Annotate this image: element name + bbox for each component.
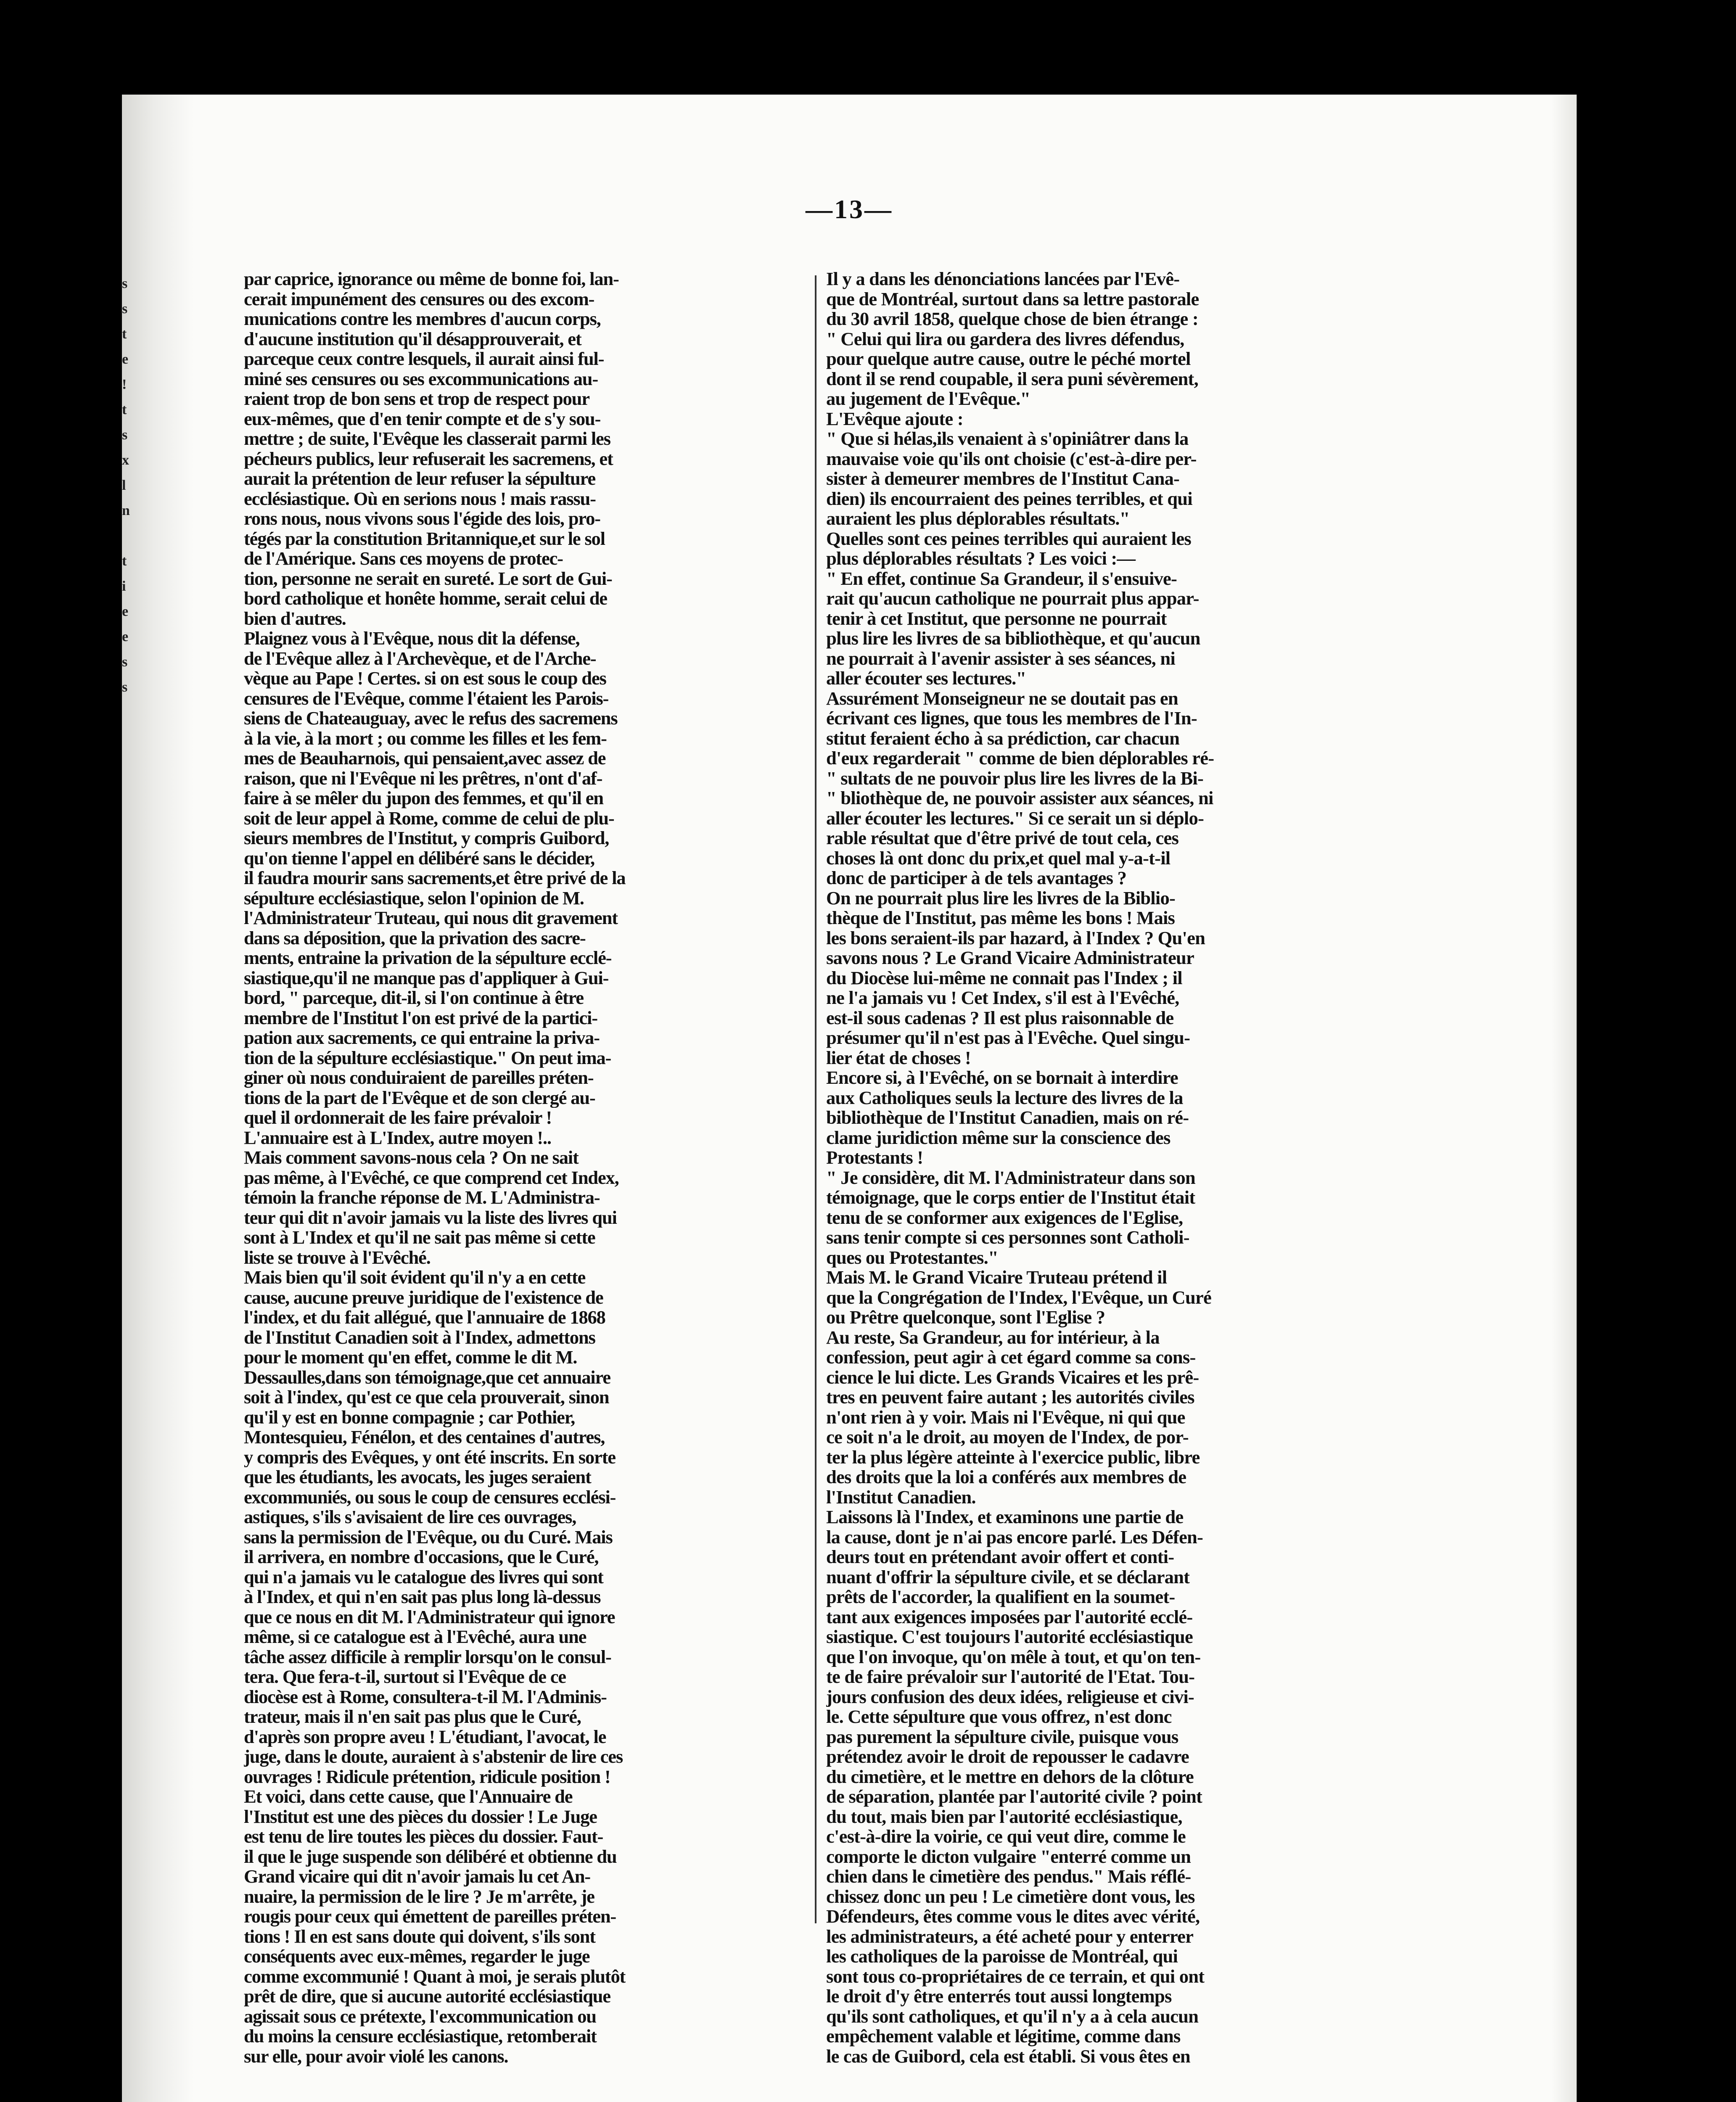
text-line: confession, peut agir à cet égard comme sa cons- xyxy=(826,1347,1196,1368)
text-line: à la vie, à la mort ; ou comme les filles et les fem- xyxy=(244,728,607,748)
text-line: " sultats de ne pouvoir plus lire les livres de la Bi- xyxy=(826,768,1204,788)
text-line: cause, aucune preuve juridique de l'existence de xyxy=(244,1287,603,1307)
text-line: présumer qu'il n'est pas à l'Evêche. Quel singu- xyxy=(826,1028,1190,1048)
text-line: il faudra mourir sans sacrements,et être privé de la xyxy=(244,868,626,888)
text-line: " bliothèque de, ne pouvoir assister aux séances, ni xyxy=(826,788,1213,808)
text-line: auraient les plus déplorables résultats." xyxy=(826,509,1130,529)
text-line: eux-mêmes, que d'en tenir compte et de s'y sou- xyxy=(244,409,601,429)
text-line: vèque au Pape ! Certes. si on est sous le coup des xyxy=(244,668,606,689)
page-right-edge xyxy=(1551,95,1577,2102)
text-line: juge, dans le doute, auraient à s'abstenir de lire ces xyxy=(244,1747,623,1767)
text-line: sont tous co-propriétaires de ce terrain, et qui ont xyxy=(826,1966,1205,1986)
text-line: ments, entraine la privation de la sépulture ecclé- xyxy=(244,948,612,968)
text-line: siastique,qu'il ne manque pas d'appliquer à Gui- xyxy=(244,968,609,988)
right-text-column xyxy=(826,269,1387,2066)
margin-fragment: s xyxy=(122,679,128,695)
text-line: plus lire les livres de sa bibliothèque, et qu'aucun xyxy=(826,628,1200,649)
text-line: faire à se mêler du jupon des femmes, et qu'il en xyxy=(244,788,603,808)
text-line: témoin la franche réponse de M. L'Administra- xyxy=(244,1188,600,1208)
text-line: mes de Beauharnois, qui pensaient,avec assez de xyxy=(244,748,606,768)
text-line: par caprice, ignorance ou même de bonne foi, lan- xyxy=(244,269,619,289)
text-line: soit de leur appel à Rome, comme de celui de plu- xyxy=(244,808,614,828)
text-line: tion, personne ne serait en sureté. Le sort de Gui- xyxy=(244,568,612,589)
text-line: Dessaulles,dans son témoignage,que cet annuaire xyxy=(244,1367,610,1387)
text-line: dont il se rend coupable, il sera puni sévèrement, xyxy=(826,369,1198,389)
text-line: trateur, mais il n'en sait pas plus que le Curé, xyxy=(244,1707,581,1727)
text-line: prétendez avoir le droit de repousser le cadavre xyxy=(826,1747,1189,1767)
text-line: pas purement la sépulture civile, puisque vous xyxy=(826,1727,1178,1747)
text-line: tenir à cet Institut, que personne ne pourrait xyxy=(826,608,1167,628)
text-line: empêchement valable et légitime, comme dans xyxy=(826,2026,1181,2047)
text-line: du Diocèse lui-même ne connait pas l'Index ; il xyxy=(826,968,1182,988)
margin-fragment: i xyxy=(122,578,126,594)
text-line: il que le juge suspende son délibéré et obtienne du xyxy=(244,1846,617,1867)
text-line: " Que si hélas,ils venaient à s'opiniâtrer dans la xyxy=(826,429,1189,449)
text-line: parceque ceux contre lesquels, il aurait ainsi ful- xyxy=(244,349,604,369)
margin-fragment: s xyxy=(122,301,128,317)
text-line: qu'ils sont catholiques, et qu'il n'y a à cela aucun xyxy=(826,2006,1199,2026)
text-line: ques ou Protestantes." xyxy=(826,1247,998,1268)
text-line: censures de l'Evêque, comme l'étaient les Parois- xyxy=(244,688,609,708)
text-line: est-il sous cadenas ? Il est plus raisonnable de xyxy=(826,1008,1174,1028)
text-line: tres en peuvent faire autant ; les autorités civiles xyxy=(826,1387,1194,1407)
text-line: Laissons là l'Index, et examinons une partie de xyxy=(826,1507,1184,1527)
text-line: On ne pourrait plus lire les livres de la Biblio- xyxy=(826,888,1176,908)
text-line: " Je considère, dit M. l'Administrateur dans son xyxy=(826,1167,1195,1188)
text-line: les bons seraient-ils par hazard, à l'Index ? Qu'en xyxy=(826,928,1205,948)
text-line: sister à demeurer membres de l'Institut Cana- xyxy=(826,469,1180,489)
text-line: ne l'a jamais vu ! Cet Index, s'il est à l'Evêché, xyxy=(826,988,1179,1008)
text-line: bord, " parceque, dit-il, si l'on continue à être xyxy=(244,988,584,1008)
text-line: excommuniés, ou sous le coup de censures ecclési- xyxy=(244,1487,616,1507)
text-line: qu'il y est en bonne compagnie ; car Pothier, xyxy=(244,1407,575,1427)
margin-fragments xyxy=(122,271,147,700)
margin-fragment: e xyxy=(122,351,129,367)
text-line: que l'on invoque, qu'on mêle à tout, et qu'on ten- xyxy=(826,1647,1201,1667)
text-line: chien dans le cimetière des pendus." Mais réflé- xyxy=(826,1867,1191,1887)
text-line: bibliothèque de l'Institut Canadien, mais on ré- xyxy=(826,1108,1189,1128)
text-line: l'Administrateur Truteau, qui nous dit gravement xyxy=(244,908,618,928)
text-line: mauvaise voie qu'ils ont choisie (c'est-à-dire per- xyxy=(826,449,1197,469)
text-line: pation aux sacrements, ce qui entraine la priva- xyxy=(244,1028,600,1048)
text-line: Mais M. le Grand Vicaire Truteau prétend il xyxy=(826,1268,1167,1288)
text-line: pour le moment qu'en effet, comme le dit M. xyxy=(244,1347,577,1368)
text-line: sont à L'Index et qu'il ne sait pas même si cette xyxy=(244,1228,595,1248)
text-line: la cause, dont je n'ai pas encore parlé. Les Défen- xyxy=(826,1527,1203,1547)
document-page xyxy=(122,95,1577,2102)
text-line: d'après son propre aveu ! L'étudiant, l'avocat, le xyxy=(244,1727,606,1747)
text-line: sur elle, pour avoir violé les canons. xyxy=(244,2046,508,2066)
text-line: cerait impunément des censures ou des excom- xyxy=(244,289,595,309)
text-line: tâche assez difficile à remplir lorsqu'on le consul- xyxy=(244,1647,611,1667)
text-line: agissait sous ce prétexte, l'excommunication ou xyxy=(244,2006,596,2026)
text-line: L'Evêque ajoute : xyxy=(826,409,963,429)
text-line: de l'Evêque allez à l'Archevèque, et de l'Arche- xyxy=(244,648,596,668)
text-line: Et voici, dans cette cause, que l'Annuaire de xyxy=(244,1787,573,1807)
text-line: nuaire, la permission de le lire ? Je m'arrête, je xyxy=(244,1886,595,1907)
text-line: bien d'autres. xyxy=(244,608,346,628)
text-line: donc de participer à de tels avantages ? xyxy=(826,868,1127,888)
text-line: rable résultat que d'être privé de tout cela, ces xyxy=(826,828,1179,848)
text-line: rougis pour ceux qui émettent de pareilles préten- xyxy=(244,1907,616,1927)
text-line: du tout, mais bien par l'autorité ecclésiastique, xyxy=(826,1806,1182,1827)
text-line: de l'Amérique. Sans ces moyens de protec- xyxy=(244,549,563,569)
text-line: que la Congrégation de l'Index, l'Evêque, un Curé xyxy=(826,1287,1211,1307)
text-line: nuant d'offrir la sépulture civile, et se déclarant xyxy=(826,1567,1190,1587)
margin-fragment: t xyxy=(122,553,127,569)
text-line: ecclésiastique. Où en serions nous ! mais rassu- xyxy=(244,489,596,509)
text-line: témoignage, que le corps entier de l'Institut était xyxy=(826,1188,1195,1208)
text-line: qu'on tienne l'appel en délibéré sans le décider, xyxy=(244,848,595,868)
text-line: " En effet, continue Sa Grandeur, il s'ensuive- xyxy=(826,568,1177,589)
text-line: raient trop de bon sens et trop de respect pour xyxy=(244,389,589,409)
text-line: tion de la sépulture ecclésiastique." On peut ima- xyxy=(244,1048,611,1068)
text-line: aller écouter ses lectures." xyxy=(826,668,1026,689)
text-line: aurait la prétention de leur refuser la sépulture xyxy=(244,469,595,489)
text-line: cience le lui dicte. Les Grands Vicaires et les prê- xyxy=(826,1367,1199,1387)
text-line: que les étudiants, les avocats, les juges seraient xyxy=(244,1467,591,1487)
text-line: prêts de l'accorder, la qualifient en la soumet- xyxy=(826,1587,1175,1607)
text-line: choses là ont donc du prix,et quel mal y-a-t-il xyxy=(826,848,1171,868)
text-line: conséquents avec eux-mêmes, regarder le juge xyxy=(244,1946,590,1967)
text-line: c'est-à-dire la voirie, ce qui veut dire, comme le xyxy=(826,1827,1186,1847)
text-line: le cas de Guibord, cela est établi. Si vous êtes en xyxy=(826,2046,1190,2066)
text-line: au jugement de l'Evêque." xyxy=(826,389,1031,409)
left-text-column xyxy=(244,269,805,2066)
text-line: Plaignez vous à l'Evêque, nous dit la défense, xyxy=(244,628,580,649)
text-line: les catholiques de la paroisse de Montréal, qui xyxy=(826,1946,1178,1967)
text-line: stitut feraient écho à sa prédiction, car chacun xyxy=(826,728,1180,748)
text-line: comme excommunié ! Quant à moi, je serais plutôt xyxy=(244,1966,626,1986)
text-line: Encore si, à l'Evêché, on se bornait à interdire xyxy=(826,1068,1178,1088)
text-line: te de faire prévaloir sur l'autorité de l'Etat. Tou- xyxy=(826,1667,1195,1687)
text-line: Assurément Monseigneur ne se doutait pas en xyxy=(826,688,1178,708)
text-line: giner où nous conduiraient de pareilles préten- xyxy=(244,1068,594,1088)
text-line: chissez donc un peu ! Le cimetière dont vous, les xyxy=(826,1886,1195,1907)
text-line: liste se trouve à l'Evêché. xyxy=(244,1247,431,1268)
text-line: ouvrages ! Ridicule prétention, ridicule position ! xyxy=(244,1767,610,1787)
text-line: plus déplorables résultats ? Les voici :— xyxy=(826,549,1136,569)
text-line: savons nous ? Le Grand Vicaire Administrateur xyxy=(826,948,1194,968)
text-line: siastique. C'est toujours l'autorité ecclésiastique xyxy=(826,1627,1193,1647)
previous-page-edge xyxy=(122,95,193,2102)
text-line: de l'Institut Canadien soit à l'Index, admettons xyxy=(244,1327,595,1347)
text-line: " Celui qui lira ou gardera des livres défendus, xyxy=(826,329,1184,349)
text-line: Mais bien qu'il soit évident qu'il n'y a en cette xyxy=(244,1268,586,1288)
text-line: Il y a dans les dénonciations lancées par l'Evê- xyxy=(826,269,1180,289)
margin-fragment: s xyxy=(122,654,128,670)
margin-fragment: x xyxy=(122,452,129,468)
text-line: aller écouter les lectures." Si ce serait un si déplo- xyxy=(826,808,1204,828)
text-line: l'Institut est une des pièces du dossier ! Le Juge xyxy=(244,1806,597,1827)
text-line: du 30 avril 1858, quelque chose de bien étrange : xyxy=(826,309,1198,329)
margin-fragment: s xyxy=(122,427,128,443)
text-line: ne pourrait à l'avenir assister à ses séances, ni xyxy=(826,648,1175,668)
text-line: le droit d'y être enterrés tout aussi longtemps xyxy=(826,1986,1172,2007)
text-line: Défendeurs, êtes comme vous le dites avec vérité, xyxy=(826,1907,1200,1927)
text-line: soit à l'index, qu'est ce que cela prouverait, sinon xyxy=(244,1387,609,1407)
text-line: sieurs membres de l'Institut, y compris Guibord, xyxy=(244,828,609,848)
margin-fragment: e xyxy=(122,629,129,644)
text-line: tégés par la constitution Britannique,et sur le sol xyxy=(244,528,605,549)
text-line: teur qui dit n'avoir jamais vu la liste des livres qui xyxy=(244,1207,617,1228)
text-line: aux Catholiques seuls la lecture des livres de la xyxy=(826,1088,1183,1108)
text-line: quel il ordonnerait de les faire prévaloir ! xyxy=(244,1108,552,1128)
text-line: thèque de l'Institut, pas même les bons ! Mais xyxy=(826,908,1175,928)
text-line: du moins la censure ecclésiastique, retomberait xyxy=(244,2026,597,2047)
text-line: il arrivera, en nombre d'occasions, que le Curé, xyxy=(244,1547,599,1567)
text-line: Protestants ! xyxy=(826,1148,923,1168)
text-line: miné ses censures ou ses excommunications au- xyxy=(244,369,598,389)
text-line: Quelles sont ces peines terribles qui auraient les xyxy=(826,528,1191,549)
margin-fragment: n xyxy=(122,503,130,518)
text-line: sépulture ecclésiastique, selon l'opinion de M. xyxy=(244,888,584,908)
text-line: y compris des Evêques, y ont été inscrits. En sorte xyxy=(244,1447,616,1467)
text-line: d'aucune institution qu'il désapprouverait, et xyxy=(244,329,581,349)
text-line: pour quelque autre cause, outre le péché mortel xyxy=(826,349,1191,369)
text-line: tant aux exigences imposées par l'autorité ecclé- xyxy=(826,1607,1193,1627)
text-line: est tenu de lire toutes les pièces du dossier. Faut- xyxy=(244,1827,603,1847)
text-line: ter la plus légère atteinte à l'exercice public, libre xyxy=(826,1447,1200,1467)
text-line: n'ont rien à y voir. Mais ni l'Evêque, ni qui que xyxy=(826,1407,1185,1427)
margin-fragment: t xyxy=(122,402,127,417)
text-line: rait qu'aucun catholique ne pourrait plus appar- xyxy=(826,589,1199,609)
text-line: tenu de se conformer aux exigences de l'Eglise, xyxy=(826,1207,1183,1228)
text-line: qui n'a jamais vu le catalogue des livres qui sont xyxy=(244,1567,603,1587)
text-line: ou Prêtre quelconque, sont l'Eglise ? xyxy=(826,1307,1105,1328)
text-line: l'index, et du fait allégué, que l'annuaire de 1868 xyxy=(244,1307,605,1328)
text-line: jours confusion des deux idées, religieuse et civi- xyxy=(826,1687,1194,1707)
text-line: deurs tout en prétendant avoir offert et conti- xyxy=(826,1547,1174,1567)
text-line: sans tenir compte si ces personnes sont Catholi- xyxy=(826,1228,1189,1248)
text-line: tions ! Il en est sans doute qui doivent, s'ils sont xyxy=(244,1926,595,1946)
text-line: tions de la part de l'Evêque et de son clergé au- xyxy=(244,1088,595,1108)
text-line: siens de Chateauguay, avec le refus des sacremens xyxy=(244,708,618,729)
column-divider xyxy=(815,275,816,1923)
text-line: Montesquieu, Fénélon, et des centaines d'autres, xyxy=(244,1427,605,1447)
margin-fragment: l xyxy=(122,478,126,493)
text-line: pas même, à l'Evêché, ce que comprend cet Index, xyxy=(244,1167,619,1188)
margin-fragment: e xyxy=(122,604,129,619)
text-line: raison, que ni l'Evêque ni les prêtres, n'ont d'af- xyxy=(244,768,602,788)
text-line: ce soit n'a le droit, au moyen de l'Index, de por- xyxy=(826,1427,1189,1447)
text-line: munications contre les membres d'aucun corps, xyxy=(244,309,601,329)
text-line: sans la permission de l'Evêque, ou du Curé. Mais xyxy=(244,1527,613,1547)
text-line: le. Cette sépulture que vous offrez, n'est donc xyxy=(826,1707,1172,1727)
text-line: prêt de dire, que si aucune autorité ecclésiastique xyxy=(244,1986,610,2007)
text-line: Grand vicaire qui dit n'avoir jamais lu cet An- xyxy=(244,1867,590,1887)
margin-fragment xyxy=(122,523,147,549)
margin-fragment: s xyxy=(122,276,128,291)
text-line: L'annuaire est à L'Index, autre moyen !.. xyxy=(244,1128,551,1148)
text-line: d'eux regarderait " comme de bien déplorables ré- xyxy=(826,748,1214,768)
text-line: clame juridiction même sur la conscience des xyxy=(826,1128,1171,1148)
text-line: membre de l'Institut l'on est privé de la partici- xyxy=(244,1008,597,1028)
text-line: du cimetière, et le mettre en dehors de la clôture xyxy=(826,1767,1194,1787)
text-line: Mais comment savons-nous cela ? On ne sait xyxy=(244,1148,579,1168)
text-line: comporte le dicton vulgaire "enterré comme un xyxy=(826,1846,1191,1867)
text-line: astiques, s'ils s'avisaient de lire ces ouvrages, xyxy=(244,1507,576,1527)
margin-fragment: ! xyxy=(122,377,127,392)
margin-fragment: t xyxy=(122,326,127,342)
text-line: que ce nous en dit M. l'Administrateur qui ignore xyxy=(244,1607,615,1627)
text-line: de séparation, plantée par l'autorité civile ? point xyxy=(826,1787,1202,1807)
text-line: rons nous, nous vivons sous l'égide des lois, pro- xyxy=(244,509,600,529)
text-line: diocèse est à Rome, consultera-t-il M. l'Adminis- xyxy=(244,1687,607,1707)
text-line: que de Montréal, surtout dans sa lettre pastorale xyxy=(826,289,1199,309)
text-line: pécheurs publics, leur refuserait les sacremens, et xyxy=(244,449,613,469)
text-line: des droits que la loi a conférés aux membres de xyxy=(826,1467,1186,1487)
text-line: Au reste, Sa Grandeur, au for intérieur, à la xyxy=(826,1327,1160,1347)
text-line: lier état de choses ! xyxy=(826,1048,971,1068)
text-line: les administrateurs, a été acheté pour y enterrer xyxy=(826,1926,1194,1946)
text-line: mettre ; de suite, l'Evêque les classerait parmi les xyxy=(244,429,610,449)
text-line: à l'Index, et qui n'en sait pas plus long là-dessus xyxy=(244,1587,601,1607)
text-line: écrivant ces lignes, que tous les membres de l'In- xyxy=(826,708,1197,729)
text-line: dien) ils encourraient des peines terribles, et qui xyxy=(826,489,1192,509)
text-line: tera. Que fera-t-il, surtout si l'Evêque de ce xyxy=(244,1667,566,1687)
page-number: —13— xyxy=(806,194,893,224)
text-line: même, si ce catalogue est à l'Evêché, aura une xyxy=(244,1627,587,1647)
text-line: bord catholique et honête homme, serait celui de xyxy=(244,589,607,609)
text-line: l'Institut Canadien. xyxy=(826,1487,976,1507)
text-line: dans sa déposition, que la privation des sacre- xyxy=(244,928,586,948)
